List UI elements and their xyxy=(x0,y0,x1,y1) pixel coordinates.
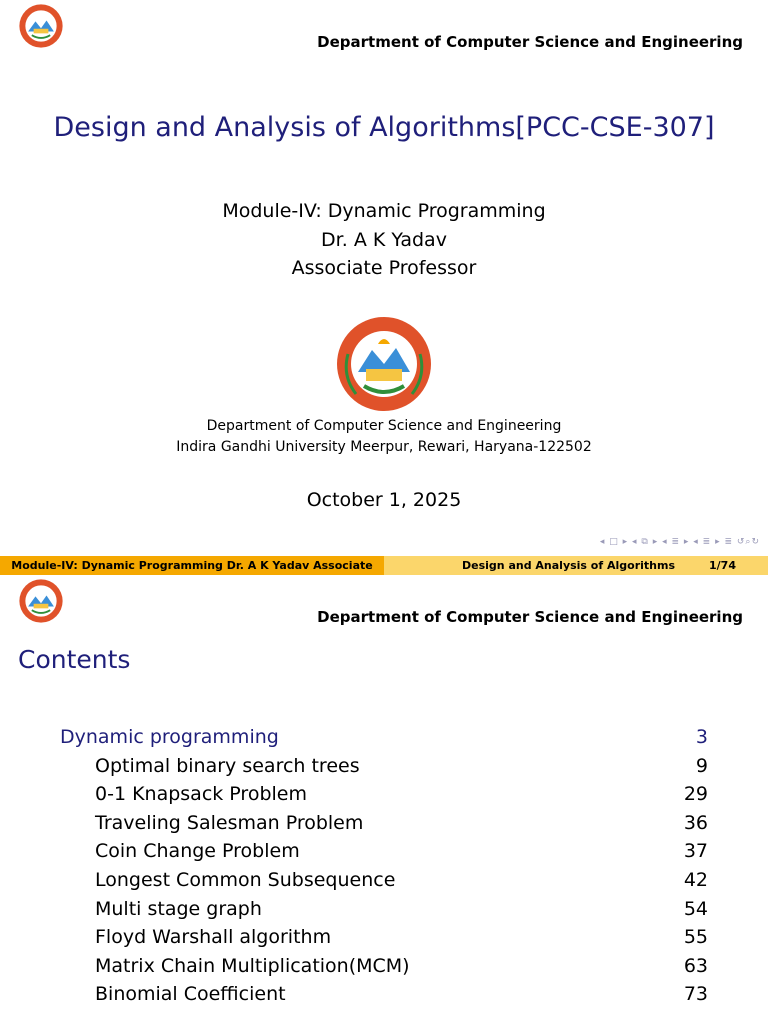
toc-label[interactable]: Dynamic programming xyxy=(60,726,279,748)
toc-section-dynamic-programming[interactable] xyxy=(60,723,708,751)
nav-search-icon[interactable]: ↺⌕↻ xyxy=(736,537,760,547)
author-position: Associate Professor xyxy=(291,257,477,279)
footer-author: Module-IV: Dynamic Programming Dr. A K Yadav Associate xyxy=(0,556,384,575)
toc-label[interactable]: 0-1 Knapsack Problem xyxy=(95,783,307,805)
module-name: Module-IV: Dynamic Programming xyxy=(222,200,546,222)
toc-item[interactable] xyxy=(95,837,708,865)
toc-page[interactable]: 3 xyxy=(695,726,708,748)
university-logo-icon xyxy=(18,3,64,49)
university-logo-icon xyxy=(18,578,64,624)
nav-doc-icon[interactable]: ◂ ≣ ▸ xyxy=(693,537,725,547)
presentation-title: Design and Analysis of Algorithms[PCC-CSE-307] xyxy=(53,112,715,143)
toc-page[interactable]: 36 xyxy=(683,812,708,834)
toc-item[interactable] xyxy=(95,780,708,808)
toc-item[interactable] xyxy=(95,866,708,894)
nav-subsection-icon[interactable]: ◂ ⧉ ▸ xyxy=(632,537,659,547)
toc-label[interactable]: Coin Change Problem xyxy=(95,840,300,862)
footer-right xyxy=(384,556,768,575)
university-address: Indira Gandhi University Meerpur, Rewari, Haryana-122502 xyxy=(176,439,592,455)
toc-label[interactable]: Longest Common Subsequence xyxy=(95,869,396,891)
toc-item[interactable] xyxy=(95,809,708,837)
toc-item[interactable] xyxy=(95,980,708,1008)
nav-frame-icon[interactable]: ◂ □ ▸ xyxy=(599,537,629,547)
presentation-date: October 1, 2025 xyxy=(306,489,462,511)
toc-page[interactable]: 54 xyxy=(683,898,708,920)
toc-item[interactable] xyxy=(95,752,708,780)
toc-page[interactable]: 9 xyxy=(695,755,708,777)
toc-label[interactable]: Optimal binary search trees xyxy=(95,755,360,777)
toc-page[interactable]: 63 xyxy=(683,955,708,977)
toc-label[interactable]: Binomial Coefficient xyxy=(95,983,286,1005)
toc-label[interactable]: Matrix Chain Multiplication(MCM) xyxy=(95,955,410,977)
toc-item[interactable] xyxy=(95,895,708,923)
toc-page[interactable]: 37 xyxy=(683,840,708,862)
nav-section-icon[interactable]: ◂ ≣ ▸ xyxy=(662,537,690,547)
toc-page[interactable]: 55 xyxy=(683,926,708,948)
department-header: Department of Computer Science and Engineering xyxy=(317,33,743,51)
department-name: Department of Computer Science and Engineering xyxy=(206,418,562,434)
toc-page[interactable]: 29 xyxy=(683,783,708,805)
author-name: Dr. A K Yadav xyxy=(321,229,447,251)
department-header: Department of Computer Science and Engineering xyxy=(317,608,743,626)
footer-title: Design and Analysis of Algorithms xyxy=(462,559,675,572)
toc-label[interactable]: Traveling Salesman Problem xyxy=(95,812,364,834)
footer-bar xyxy=(0,556,768,575)
contents-heading: Contents xyxy=(18,645,131,674)
footer-page-number: 1/74 xyxy=(709,559,736,572)
beamer-navigation-bar[interactable] xyxy=(600,537,760,547)
contents-slide xyxy=(0,575,768,1024)
toc-item[interactable] xyxy=(95,923,708,951)
toc-label[interactable]: Multi stage graph xyxy=(95,898,262,920)
nav-align-icon[interactable]: ≣ xyxy=(724,537,737,547)
toc-page[interactable]: 42 xyxy=(683,869,708,891)
university-seal-icon xyxy=(334,314,434,414)
toc-label[interactable]: Floyd Warshall algorithm xyxy=(95,926,332,948)
toc-item[interactable] xyxy=(95,952,708,980)
toc-page[interactable]: 73 xyxy=(683,983,708,1005)
